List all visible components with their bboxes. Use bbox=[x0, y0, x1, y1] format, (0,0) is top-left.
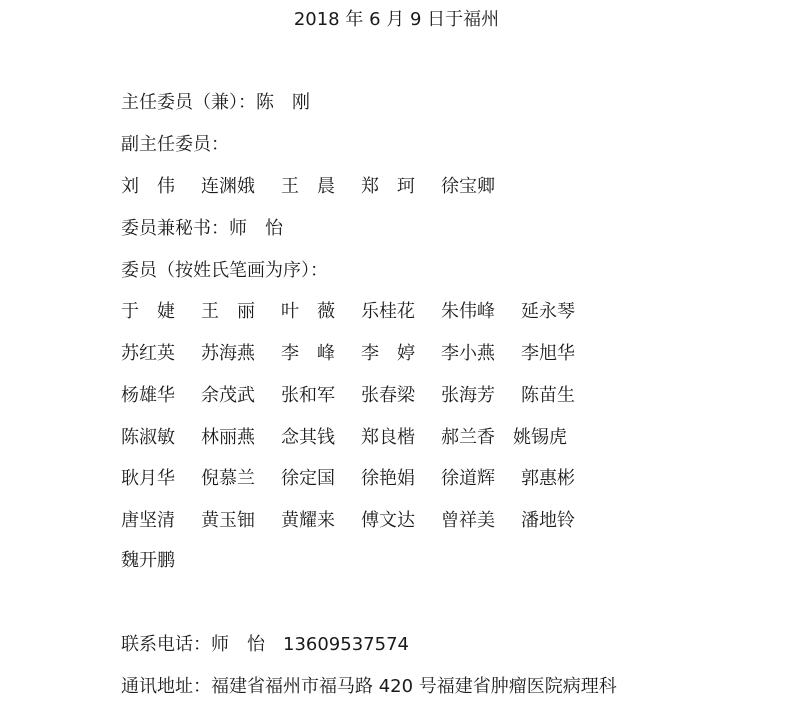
member-name: 王 丽 bbox=[201, 301, 255, 322]
member-name: 徐道辉 bbox=[441, 468, 495, 489]
contact-address-line bbox=[121, 675, 617, 699]
member-name: 陈苗生 bbox=[521, 385, 575, 406]
member-name: 朱伟峰 bbox=[441, 301, 495, 322]
secretary-label: 委员兼秘书： bbox=[121, 218, 229, 239]
member-name: 李小燕 bbox=[441, 343, 495, 364]
member-name: 黄耀来 bbox=[281, 510, 335, 531]
member-name: 林丽燕 bbox=[201, 427, 255, 448]
address-label: 通讯地址： bbox=[121, 676, 211, 697]
secretary-line bbox=[121, 217, 283, 241]
phone-number: 13609537574 bbox=[283, 634, 409, 655]
phone-label: 联系电话： bbox=[121, 634, 211, 655]
member-name: 姚锡虎 bbox=[513, 427, 567, 448]
member-name: 延永琴 bbox=[521, 301, 575, 322]
phone-contact-name: 师 怡 bbox=[211, 634, 265, 655]
members-label: 委员（按姓氏笔画为序）： bbox=[121, 260, 328, 281]
vice-directors-label: 副主任委员： bbox=[121, 134, 229, 155]
contact-phone-line bbox=[121, 633, 409, 657]
director-name: 陈 刚 bbox=[256, 92, 310, 113]
member-name: 苏红英 bbox=[121, 343, 175, 364]
member-name: 张海芳 bbox=[441, 385, 495, 406]
member-name: 余茂武 bbox=[201, 385, 255, 406]
member-name: 念其钱 bbox=[281, 427, 335, 448]
member-name: 苏海燕 bbox=[201, 343, 255, 364]
vice-director-name: 徐宝卿 bbox=[441, 176, 495, 197]
member-name: 叶 薇 bbox=[281, 301, 335, 322]
member-name: 郝兰香 bbox=[441, 427, 495, 448]
member-name: 李 峰 bbox=[281, 343, 335, 364]
secretary-name: 师 怡 bbox=[229, 218, 283, 239]
member-name: 魏开鹏 bbox=[121, 550, 175, 571]
member-name: 于 婕 bbox=[121, 301, 175, 322]
member-name: 乐桂花 bbox=[361, 301, 415, 322]
member-name: 曾祥美 bbox=[441, 510, 495, 531]
director-label: 主任委员（兼）： bbox=[121, 92, 256, 113]
member-name: 傅文达 bbox=[361, 510, 415, 531]
member-name: 张春梁 bbox=[361, 385, 415, 406]
vice-director-name: 连渊娥 bbox=[201, 176, 255, 197]
address-text: 福建省福州市福马路 420 号福建省肿瘤医院病理科 bbox=[211, 676, 617, 697]
member-name: 潘地铃 bbox=[521, 510, 575, 531]
member-name: 陈淑敏 bbox=[121, 427, 175, 448]
member-name: 徐定国 bbox=[281, 468, 335, 489]
member-name: 耿月华 bbox=[121, 468, 175, 489]
member-name: 唐坚清 bbox=[121, 510, 175, 531]
member-name: 李 婷 bbox=[361, 343, 415, 364]
member-name: 杨雄华 bbox=[121, 385, 175, 406]
member-name: 徐艳娟 bbox=[361, 468, 415, 489]
member-name: 郑良楷 bbox=[361, 427, 415, 448]
vice-director-name: 王 晨 bbox=[281, 176, 335, 197]
member-name: 李旭华 bbox=[521, 343, 575, 364]
member-name: 倪慕兰 bbox=[201, 468, 255, 489]
date-line: 2018 年 6 月 9 日于福州 bbox=[293, 9, 500, 30]
member-name: 黄玉钿 bbox=[201, 510, 255, 531]
director-line bbox=[121, 91, 310, 115]
vice-director-name: 刘 伟 bbox=[121, 176, 175, 197]
member-name: 郭惠彬 bbox=[521, 468, 575, 489]
member-name: 张和军 bbox=[281, 385, 335, 406]
vice-director-name: 郑 珂 bbox=[361, 176, 415, 197]
